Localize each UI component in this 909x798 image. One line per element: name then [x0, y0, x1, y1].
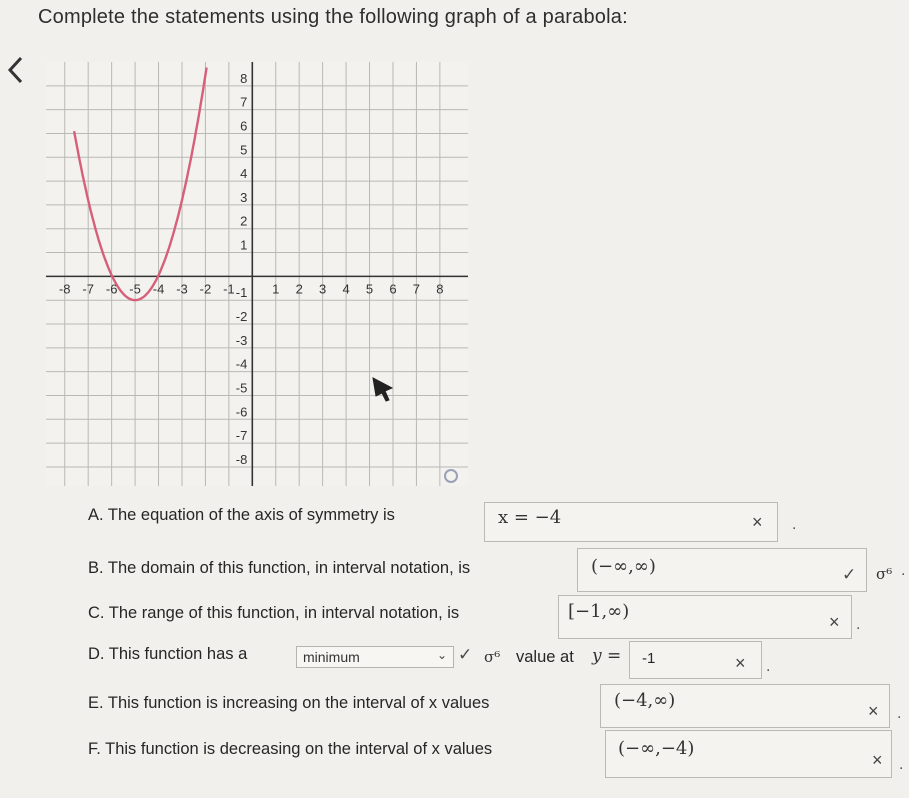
- statement-a-period: .: [792, 516, 797, 533]
- y-tick-label: -7: [235, 428, 248, 444]
- x-tick-label: 6: [389, 281, 397, 297]
- sigma-icon[interactable]: σ⁶: [876, 565, 893, 583]
- page-title: Complete the statements using the following graph of a parabola:: [38, 6, 628, 28]
- statement-c-period: .: [856, 616, 861, 633]
- x-tick-label: 7: [412, 281, 421, 297]
- statement-f-text: F. This function is decreasing on the interval of x values: [88, 740, 493, 758]
- y-tick-label: 8: [240, 70, 248, 86]
- statement-d-period: .: [766, 658, 771, 675]
- incorrect-mark-icon: ×: [872, 750, 883, 770]
- x-tick-label: -6: [105, 281, 118, 297]
- x-tick-label: -1: [223, 281, 235, 297]
- decreasing-interval-answer: (−∞,−4): [618, 738, 695, 759]
- x-tick-label: -2: [199, 281, 212, 297]
- statement-c-text: C. The range of this function, in interval notation, is: [88, 604, 460, 622]
- sigma-icon[interactable]: σ⁶: [484, 648, 501, 666]
- min-max-select-value: minimum: [303, 649, 360, 665]
- y-tick-label: 4: [240, 166, 248, 182]
- statement-e-period: .: [897, 705, 902, 722]
- y-tick-label: -5: [235, 380, 248, 396]
- statement-d-text: D. This function has a: [88, 645, 248, 663]
- chevron-down-icon: ⌄: [436, 648, 447, 662]
- correct-check-icon: ✓: [458, 645, 473, 664]
- x-tick-label: 2: [295, 281, 303, 297]
- statement-b-text: B. The domain of this function, in interval notation, is: [88, 559, 471, 577]
- x-tick-label: 4: [342, 281, 350, 297]
- y-equals-label: y =: [592, 646, 622, 666]
- y-tick-label: -6: [235, 404, 248, 420]
- x-tick-label: -7: [82, 281, 94, 297]
- y-tick-label: 2: [240, 213, 248, 229]
- y-tick-label: 5: [240, 142, 248, 158]
- increasing-interval-answer: (−4,∞): [614, 690, 676, 711]
- incorrect-mark-icon: ×: [752, 512, 763, 532]
- x-tick-label: -8: [58, 281, 71, 297]
- axis-of-symmetry-answer: x = −4: [498, 507, 562, 528]
- range-answer: [−1,∞): [568, 601, 630, 622]
- statement-e-text: E. This function is increasing on the interval of x values: [88, 694, 490, 712]
- y-tick-label: 3: [240, 189, 248, 205]
- vertex-value-answer: -1: [642, 650, 656, 667]
- incorrect-mark-icon: ×: [735, 653, 746, 673]
- incorrect-mark-icon: ×: [829, 612, 840, 632]
- x-tick-label: -3: [176, 281, 188, 297]
- y-tick-label: 6: [240, 118, 248, 134]
- min-max-select[interactable]: [296, 646, 454, 668]
- statement-d-after-text: value at: [516, 648, 574, 666]
- y-tick-label: 1: [240, 237, 248, 253]
- x-tick-label: -4: [152, 281, 165, 297]
- domain-answer: (−∞,∞): [591, 556, 656, 577]
- y-tick-label: -4: [235, 356, 248, 372]
- x-tick-label: 3: [319, 281, 327, 297]
- x-tick-label: -5: [129, 281, 141, 297]
- x-tick-label: 8: [436, 281, 444, 297]
- y-tick-label: -2: [235, 309, 248, 325]
- correct-check-icon: ✓: [842, 565, 857, 584]
- y-tick-label: -3: [235, 332, 248, 348]
- statement-f-period: .: [899, 756, 904, 773]
- y-tick-label: -1: [235, 285, 248, 301]
- statement-b-period: .: [901, 562, 906, 579]
- y-tick-label: 7: [240, 94, 248, 110]
- statement-a-text: A. The equation of the axis of symmetry is: [88, 506, 395, 524]
- incorrect-mark-icon: ×: [868, 701, 879, 721]
- x-tick-label: 5: [365, 281, 374, 297]
- y-tick-label: -8: [235, 451, 248, 467]
- x-tick-label: 1: [272, 281, 280, 297]
- graph-background: [46, 62, 468, 486]
